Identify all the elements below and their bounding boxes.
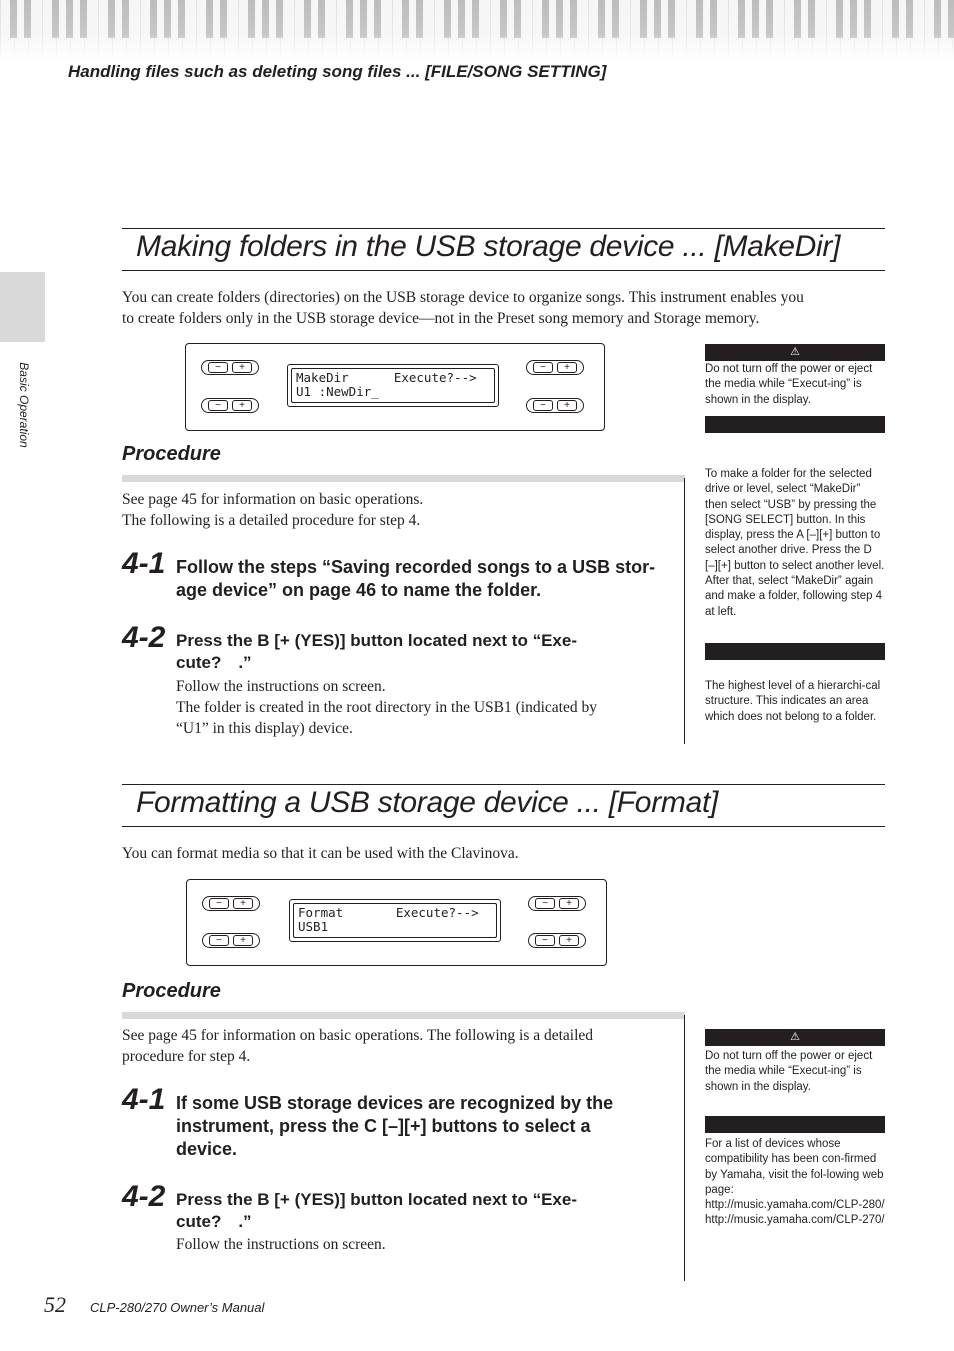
lcd-screen	[289, 899, 501, 942]
terminology-text: The highest level of a hierarchi-cal structure. This indicates an area which does not belong to a folder.	[705, 680, 881, 723]
minus-key: −	[535, 898, 555, 909]
manual-title: CLP-280/270 Owner’s Manual	[90, 1300, 265, 1315]
section-heading-text: Formatting a USB storage device ... [Format]	[136, 786, 719, 819]
step-title: Press the B [+ (YES)] button located next to “Exe-	[176, 1190, 577, 1209]
step-title: Press the B [+ (YES)] button located next to “Exe-	[176, 631, 577, 650]
button-b	[201, 398, 259, 413]
warning-icon: ⚠	[790, 1031, 800, 1043]
section-heading-text: Making folders in the USB storage device ... [MakeDir]	[136, 230, 841, 263]
procedure-text: See page 45 for information on basic operations.	[122, 491, 424, 508]
procedure-heading: Procedure	[122, 443, 221, 465]
lcd-line-1: Format Execute?-->	[298, 905, 479, 920]
plus-key: +	[233, 935, 253, 946]
note-text: To make a folder for the selected drive or level, select “MakeDir” then select “USB” by pressing the [SONG SELECT] button. In this display, press the A [–][+] button to select another drive. Press the D [–][+] button to select another level. After that, select “MakeDir” again and make a folder, following step 4 at left.	[705, 468, 885, 618]
button-a	[202, 896, 260, 911]
minus-key: −	[209, 898, 229, 909]
step-body: Follow the instructions on screen.	[176, 678, 386, 695]
plus-key: +	[557, 362, 577, 373]
button-a	[201, 360, 259, 375]
procedure-rule	[122, 1012, 685, 1019]
column-divider	[684, 478, 685, 744]
step-title: If some USB storage devices are recognized by the	[176, 1093, 614, 1113]
step-number: 4-2	[122, 621, 166, 654]
lcd-panel-format	[186, 879, 607, 966]
caution-text: Do not turn off the power or eject the media while “Execut-ing” is shown in the display.	[705, 1050, 873, 1093]
plus-key: +	[232, 400, 252, 411]
step-body: “U1” in this display) device.	[176, 720, 353, 737]
step-title: cute? .”	[176, 1212, 252, 1231]
procedure-heading: Procedure	[122, 980, 221, 1002]
piano-keyboard-banner	[0, 0, 954, 62]
column-divider	[684, 1015, 685, 1281]
plus-key: +	[559, 935, 579, 946]
section-intro-line: You can format media so that it can be used with the Clavinova.	[122, 845, 519, 862]
section-intro-line: to create folders only in the USB storage device—not in the Preset song memory and Storage memory.	[122, 310, 760, 327]
button-c	[526, 360, 584, 375]
step-body: The folder is created in the root directory in the USB1 (indicated by	[176, 699, 597, 716]
procedure-text: The following is a detailed procedure for step 4.	[122, 512, 421, 529]
caution-text: Do not turn off the power or eject the media while “Execut-ing” is shown in the display.	[705, 363, 873, 406]
minus-key: −	[533, 362, 553, 373]
button-c	[528, 896, 586, 911]
lcd-line-2: USB1	[298, 919, 329, 934]
step-title: cute? .”	[176, 653, 252, 672]
side-tab-label: Basic Operation	[17, 362, 31, 448]
page-number: 52	[44, 1292, 66, 1317]
step-number: 4-2	[122, 1180, 166, 1213]
lcd-panel-makedir	[185, 343, 605, 431]
side-tab	[0, 272, 45, 342]
procedure-text: See page 45 for information on basic operations. The following is a detailed	[122, 1027, 594, 1044]
plus-key: +	[233, 898, 253, 909]
minus-key: −	[535, 935, 555, 946]
caution-bar	[705, 344, 885, 361]
lcd-line-1: MakeDir Execute?-->	[296, 370, 477, 385]
step-number: 4-1	[122, 547, 166, 580]
section-heading-format	[122, 784, 885, 827]
step-body: Follow the instructions on screen.	[176, 1236, 386, 1253]
button-d	[526, 398, 584, 413]
plus-key: +	[232, 362, 252, 373]
warning-icon: ⚠	[790, 346, 800, 358]
button-b	[202, 933, 260, 948]
note-bar	[705, 416, 885, 433]
minus-key: −	[533, 400, 553, 411]
running-title: Handling files such as deleting song files ... [FILE/SONG SETTING]	[68, 62, 607, 81]
section-heading-makedir	[122, 228, 885, 271]
minus-key: −	[208, 400, 228, 411]
minus-key: −	[208, 362, 228, 373]
step-number: 4-1	[122, 1083, 166, 1116]
button-d	[528, 933, 586, 948]
lcd-screen	[287, 364, 499, 407]
plus-key: +	[557, 400, 577, 411]
step-title: Follow the steps “Saving recorded songs to a USB stor-	[176, 557, 656, 577]
step-title: instrument, press the C [–][+] buttons to select a	[176, 1116, 591, 1136]
note-bar	[705, 1116, 885, 1133]
minus-key: −	[209, 935, 229, 946]
lcd-line-2: U1 :NewDir_	[296, 384, 379, 399]
note-text: For a list of devices whose compatibility has been con-firmed by Yamaha, visit the fol-lowing web page: http://music.yamaha.com/CLP-280/ http://music.yamaha.com/CLP-270/	[705, 1138, 885, 1227]
procedure-rule	[122, 475, 685, 482]
step-title: device.	[176, 1139, 238, 1159]
procedure-text: procedure for step 4.	[122, 1048, 251, 1065]
caution-bar	[705, 1029, 885, 1046]
section-intro-line: You can create folders (directories) on the USB storage device to organize songs. This instrument enables you	[122, 289, 804, 306]
step-title: age device” on page 46 to name the folder.	[176, 580, 542, 600]
terminology-bar	[705, 643, 885, 660]
plus-key: +	[559, 898, 579, 909]
